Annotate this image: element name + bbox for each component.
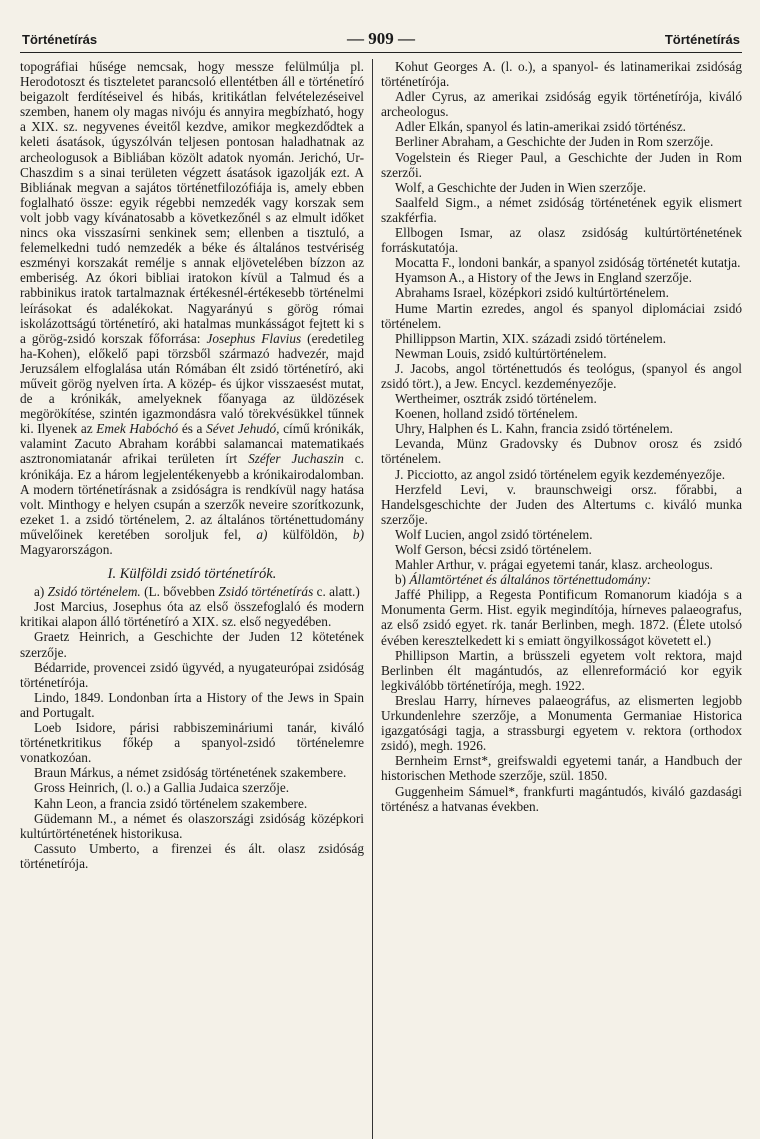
list-item: Uhry, Halphen és L. Kahn, francia zsidó történelem. (395, 421, 673, 437)
list-item: Güdemann M., a német és olaszországi zsidóság középkori kultúrtörténetének historikusa. (20, 810, 364, 841)
two-column-body (20, 59, 742, 1139)
list-item: Kohut Georges A. (l. o.), a spanyol- és latinamerikai zsidóság történetírója. (381, 59, 742, 90)
subsection-a-ref: Zsidó történetírás (218, 584, 314, 600)
intro-text: topográfiai hűsége nemcsak, hogy messze felülmúlja pl. Herodotoszt és tiszteletet parancsoló ellentétben áll e történetíró beigazolt ferdítéseivel és hibás, kritikátlan felvételezéseivel szemben, hanem oly magas nivóju és annyira megbízható, hogy a XIX. sz. negyvenes éveitől kezdve, amikor megkezdődtek a keleti ásatások, úgyszólván teljesen pontosan haladhatnak az archeologusok a Bibliában közölt adatok nyomán. Jerichó, Ur-Chaszdim s a sinai területen végzett ásatások igazolják ezt. A Bibliának megvan a sajátos történetfilozófiája is, amely ebben foglalható össze: egyik régebbi nemzedék vagy korszak sem volt jobb vagy kívánatosabb a következőnél s az elmult időket nincs oka visszasírni senkinek sem; ellenben a tisztuló, a felemelkedni tudó nemzedék a béke és általános testvériség eszményi korszakát remélje s annak eljövetelében bízzon az emberiség. Az ókori bibliai iratokon kívül a Talmud és a rabbinikus iratok tartalmaznak értékesnél-értékesebb történelmi leírásokat és adalékokat. Nagyarányú s görög római iskolázottságú történetíró, aki hatalmas munkásságot fejtett ki s a görög-zsidó korszak főforrása: (20, 59, 364, 346)
josephus-name: Josephus Flavius (206, 330, 302, 346)
left-column (20, 59, 372, 1139)
list-item: Abrahams Israel, középkori zsidó kultúrtörténelem. (395, 285, 669, 301)
szefer-title: Széfer Juchaszin (248, 451, 344, 467)
list-item: Kahn Leon, a francia zsidó történelem szakembere. (34, 795, 308, 811)
page-header (20, 28, 742, 53)
list-item: Wolf, a Geschichte der Juden in Wien szerzője. (395, 179, 647, 195)
header-right-title: Történetírás (664, 31, 740, 47)
list-item: Ellbogen Ismar, az olasz zsidóság kultúrtörténetének forráskutatója. (381, 225, 742, 256)
list-item: Wertheimer, osztrák zsidó történelem. (395, 391, 597, 407)
list-item: Jost Marcius, Josephus óta az első összefoglaló és modern kritikai alapon álló történetíró a XIX. sz. első negyedében. (20, 599, 364, 630)
page-number: — 909 — (347, 29, 415, 48)
subsection-b-title: Államtörténet és általános történettudomány: (409, 572, 652, 588)
abroad-text: külföldön, (282, 526, 338, 542)
list-item: Jaffé Philipp, a Regesta Pontificum Romanorum kiadója s a Monumenta Germ. Hist. egyik megindítója, hírneves palaeografus, az első zsidó egyet. rk. tanár Berlinben, megh. 1872. (Élete utolsó évében keresztelkedett ki s emiatt öngyilkosságot követett el.) (381, 587, 742, 648)
list-item: Mahler Arthur, v. prágai egyetemi tanár, klasz. archeologus. (395, 557, 713, 573)
list-item: Wolf Gerson, bécsi zsidó történelem. (395, 542, 592, 557)
list-item: Vogelstein és Rieger Paul, a Geschichte der Juden in Rom szerzői. (381, 149, 742, 180)
list-item: Lindo, 1849. Londonban írta a History of the Jews in Spain and Portugalt. (20, 689, 364, 720)
list-item: Adler Elkán, spanyol és latin-amerikai zsidó történész. (395, 119, 686, 135)
list-item: Bédarride, provencei zsidó ügyvéd, a nyugateurópai zsidóság történetírója. (20, 659, 364, 690)
hungary-text: Magyarországon. (20, 542, 113, 557)
list-item: Bernheim Ernst*, greifswaldi egyetemi tanár, a Handbuch der historischen Methode szerzője, szül. 1850. (381, 753, 742, 784)
label-a: a) (256, 526, 268, 542)
zacuto-text: című krónikák, valamint Zacuto Abraham korábbi salamancai matematikaés asztronomiatanár afrikai területen írt (20, 421, 364, 467)
conjunction: és a (181, 421, 203, 437)
subsection-a-heading (20, 584, 364, 599)
list-item: Newman Louis, zsidó kultúrtörténelem. (395, 345, 607, 361)
list-item: Mocatta F., londoni bankár, a spanyol zsidóság történetét kutatja. (395, 255, 741, 271)
header-left-title: Történetírás (22, 31, 98, 47)
list-item: Adler Cyrus, az amerikai zsidóság egyik történetírója, kiváló archeologus. (381, 89, 742, 120)
list-item: Wolf Lucien, angol zsidó történelem. (395, 526, 593, 542)
list-item: Loeb Isidore, párisi rabbiszemináriumi tanár, kiváló történetkritikus főkép a spanyol-zsidó történelemre vonatkozóan. (20, 720, 364, 766)
list-item: Graetz Heinrich, a Geschichte der Juden 12 kötetének szerzője. (20, 629, 364, 660)
label-b: b) (352, 526, 364, 542)
list-item: Hume Martin ezredes, angol és spanyol diplomáciai zsidó történelem. (381, 300, 742, 331)
list-item: Herzfeld Levi, v. braunschweigi orsz. főrabbi, a Handelsgeschichte der Juden des Altertums c. kiváló munka szerzője. (381, 481, 742, 527)
list-item: J. Picciotto, az angol zsidó történelem egyik kezdeményezője. (395, 466, 726, 482)
sevet-title: Sévet Jehudó, (206, 421, 280, 437)
subsection-b-heading (381, 572, 742, 587)
list-item: Hyamson A., a History of the Jews in England szerzője. (395, 270, 692, 286)
list-item: Saalfeld Sigm., a német zsidóság történetének egyik elismert szakférfia. (381, 194, 742, 225)
list-item: J. Jacobs, angol történettudós és teológus, (spanyol és angol zsidó tört.), a Jew. Encycl. kezdeményezője. (381, 360, 742, 391)
list-item: Guggenheim Sámuel*, frankfurti magántudós, kiváló gazdasági történész a hatvanas években. (381, 783, 742, 814)
list-item: Braun Márkus, a német zsidóság történetének szakembere. (34, 765, 347, 781)
modern-text: c. krónikája. Ez a három legjelentékenyebb a krónikairodalomban. A modern történetírásnak a zsidóságra is rendkívül nagy hatása volt. Minthogy e helyen csupán a szerzők neveire szorítkozunk, ezeket 1. a zsidó történelem, 2. az általános történettudomány művelőinek keretében soroljuk fel, (20, 451, 364, 542)
list-item: Cassuto Umberto, a firenzei és ált. olasz zsidóság történetírója. (20, 840, 364, 871)
list-item: Levanda, Münz Gradovsky és Dubnov orosz és zsidó történelem. (381, 436, 742, 467)
subsection-a-title: Zsidó történelem. (47, 584, 141, 600)
section-title: I. Külföldi zsidó történetírók. (107, 566, 277, 583)
list-item: Phillipson Martin, a brüsszeli egyetem volt rektora, majd Berlinben élt magántudós, az ellenreformáció kor egyik legkiválóbb történetírója, megh. 1922. (381, 647, 742, 693)
subsection-a-end: c. alatt.) (316, 584, 360, 600)
josephus-text: (eredetileg ha-Kohen), előkelő papi törzsből származó hadvezér, majd Jeruzsálem elfoglalása után Rómában élt zsidó történetíró, aki műveit görög nyelven írta. A közép- és újkor visszaesést mutat, de a krónikák, amelyeknek főanyaga az üldözések megörökítése, szintén igazmondásra való törekvésükkel tűnnek ki. Ilyenek az (20, 330, 364, 437)
subsection-a-label: a) (34, 584, 45, 600)
list-item: Koenen, holland zsidó történelem. (395, 406, 578, 422)
subsection-a-note: (L. bővebben (144, 584, 215, 600)
list-item: Breslau Harry, hírneves palaeográfus, az elismerten legjobb Urkundenlehre szerzője, a Monumenta Germaniae Historica igazgatósági tagja, a strassburgi egyetem v. rektora (orthodox zsidó), megh. 1926. (381, 692, 742, 754)
subsection-b-label: b) (395, 572, 407, 588)
list-item: Phillippson Martin, XIX. századi zsidó történelem. (395, 330, 667, 346)
list-item: Gross Heinrich, (l. o.) a Gallia Judaica szerzője. (34, 780, 290, 796)
list-item: Berliner Abraham, a Geschichte der Juden in Rom szerzője. (395, 134, 714, 150)
right-column (372, 59, 742, 1139)
intro-paragraph (20, 59, 364, 557)
emek-title: Emek Habóchó (96, 421, 179, 437)
